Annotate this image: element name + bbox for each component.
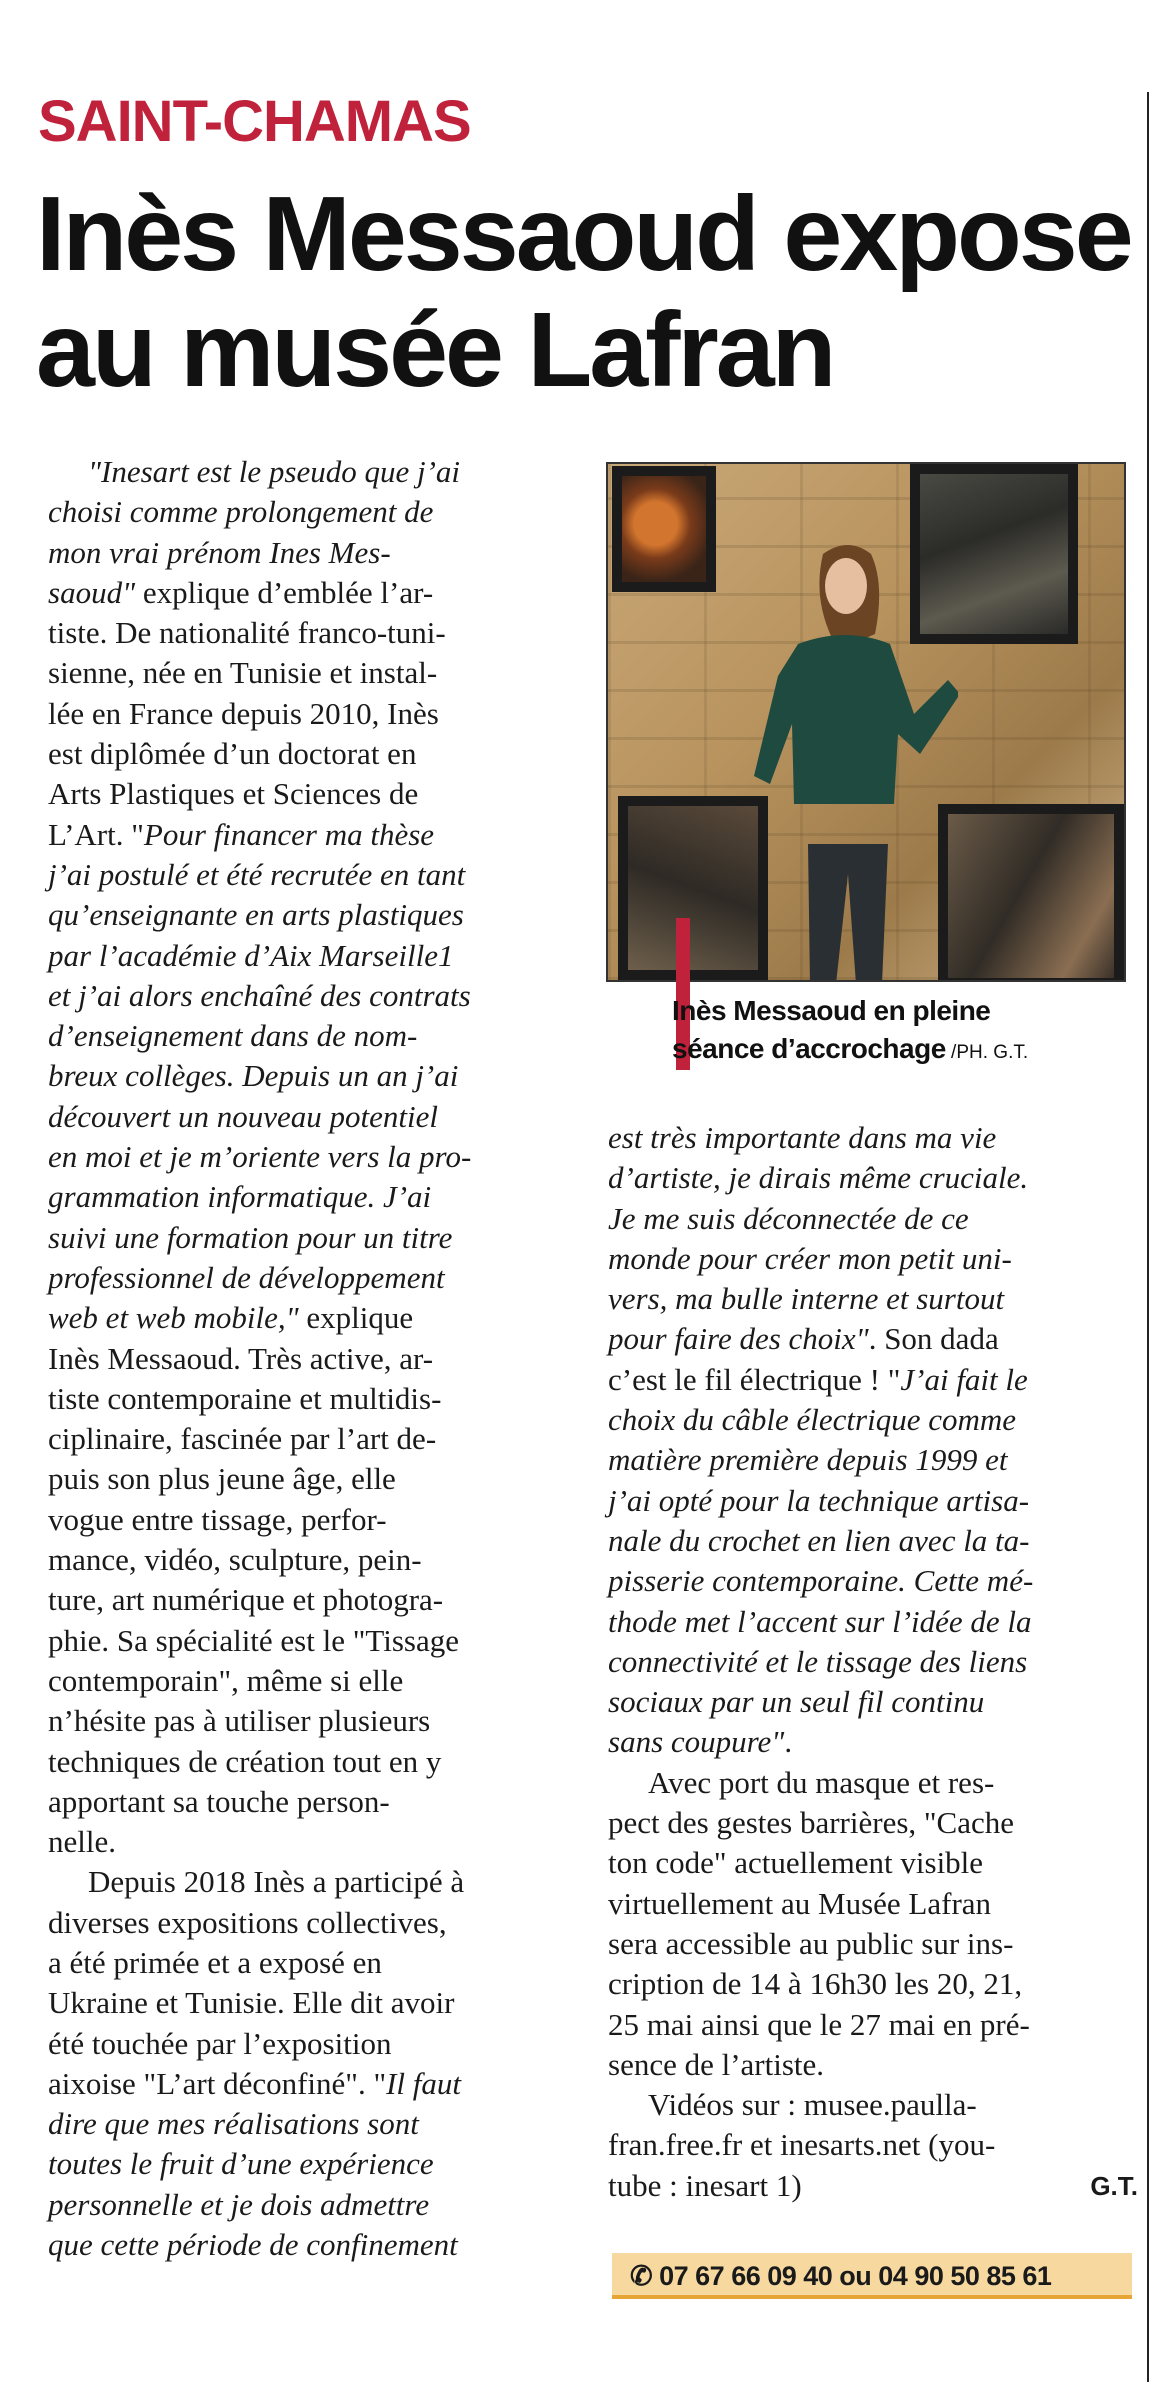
text-segment: sence de l’artiste. [608, 2046, 825, 2082]
text-line [608, 1763, 1138, 1803]
text-line [48, 1822, 568, 1862]
text-line [608, 1440, 1138, 1480]
text-segment: explique [298, 1300, 414, 1336]
text-segment: d’artiste, je dirais même cruciale. [608, 1160, 1029, 1196]
text-segment: vers, ma bulle interne et surtout [608, 1281, 1005, 1317]
text-segment: cription de 14 à 16h30 les 20, 21, [608, 1966, 1023, 2002]
text-line [48, 1943, 568, 1983]
text-line [608, 1118, 1138, 1158]
text-line [48, 1419, 568, 1459]
text-segment: puis son plus jeune âge, elle [48, 1461, 396, 1497]
text-line [608, 1199, 1138, 1239]
text-line [48, 452, 568, 492]
text-segment: aixoise "L’art déconfiné". " [48, 2065, 387, 2101]
text-segment: j’ai postulé et été recrutée en tant [48, 856, 466, 892]
text-line [48, 1580, 568, 1620]
text-line [48, 1339, 568, 1379]
text-segment: . Son dada [868, 1321, 999, 1357]
text-segment: pisserie contemporaine. Cette mé- [608, 1563, 1034, 1599]
text-line [608, 1400, 1138, 1440]
text-segment: Vidéos sur : musee.paulla- [648, 2087, 977, 2123]
text-segment: vogue entre tissage, perfor- [48, 1501, 387, 1537]
text-line [48, 815, 568, 855]
text-segment: apportant sa touche person- [48, 1783, 390, 1819]
text-line [48, 895, 568, 935]
text-segment: thode met l’accent sur l’idée de la [608, 1603, 1032, 1639]
text-segment: Inès Messaoud. Très active, ar- [48, 1340, 434, 1376]
text-segment: tube : inesart 1) [608, 2167, 802, 2203]
text-segment: monde pour créer mon petit uni- [608, 1240, 1012, 1276]
text-line [48, 2104, 568, 2144]
text-segment: sienne, née en Tunisie et instal- [48, 655, 438, 691]
text-segment: choisi comme prolongement de [48, 494, 434, 530]
text-segment: ciplinaire, fascinée par l’art de- [48, 1421, 437, 1457]
headline-line: au musée Lafran [36, 291, 834, 409]
text-line [48, 1459, 568, 1499]
text-line [48, 613, 568, 653]
text-line [48, 2225, 568, 2265]
text-segment: L’Art. " [48, 816, 144, 852]
text-line [48, 1298, 568, 1338]
text-line [48, 2185, 568, 2225]
left-column [48, 452, 568, 2265]
text-line [608, 2085, 1138, 2125]
text-segment: . [784, 1724, 793, 1760]
text-segment: tiste contemporaine et multidis- [48, 1380, 442, 1416]
text-segment: tiste. De nationalité franco-tuni- [48, 615, 446, 651]
text-line [48, 1218, 568, 1258]
text-segment: d’enseignement dans de nom- [48, 1018, 418, 1054]
text-line [608, 1964, 1138, 2004]
text-segment: pour faire des choix" [608, 1321, 869, 1357]
text-line [608, 2045, 1138, 2085]
text-segment: professionnel de développement [48, 1259, 445, 1295]
headline-line: Inès Messaoud expose [36, 175, 1131, 293]
text-segment: "Inesart est le pseudo que j’ai [88, 454, 461, 489]
text-segment: pect des gestes barrières, "Cache [608, 1805, 1014, 1841]
text-line [608, 1843, 1138, 1883]
caption-line: séance d’accrochage [672, 1033, 946, 1064]
text-segment: est très importante dans ma vie [608, 1120, 997, 1155]
caption-line: Inès Messaoud en pleine [672, 995, 991, 1026]
text-line [48, 1137, 568, 1177]
text-line [48, 1621, 568, 1661]
text-segment: techniques de création tout en y [48, 1743, 442, 1779]
text-segment: web et web mobile," [48, 1300, 299, 1336]
text-line [48, 734, 568, 774]
text-line [48, 976, 568, 1016]
text-segment: découvert un nouveau potentiel [48, 1098, 438, 1134]
text-line [608, 1561, 1138, 1601]
text-segment: 25 mai ainsi que le 27 mai en pré- [608, 2006, 1030, 2042]
text-segment: dire que mes réalisations sont [48, 2106, 419, 2142]
text-segment: a été primée et a exposé en [48, 1944, 382, 1980]
text-segment: qu’enseignante en arts plastiques [48, 897, 464, 933]
text-line [48, 1540, 568, 1580]
text-segment: et j’ai alors enchaîné des contrats [48, 977, 471, 1013]
text-segment: Avec port du masque et res- [648, 1764, 995, 1800]
text-line [48, 653, 568, 693]
text-segment: contemporain", même si elle [48, 1662, 404, 1698]
artist-figure [728, 534, 958, 982]
text-segment: nale du crochet en lien avec la ta- [608, 1522, 1030, 1558]
text-segment: Il faut [386, 2065, 462, 2101]
text-line [608, 1884, 1138, 1924]
photo-caption [672, 992, 1142, 1072]
text-segment: connectivité et le tissage des liens [608, 1643, 1028, 1679]
headline [36, 176, 1136, 408]
column-rule [1147, 92, 1149, 2382]
text-segment: j’ai opté pour la technique artisa- [608, 1482, 1030, 1518]
text-segment: virtuellement au Musée Lafran [608, 1885, 992, 1921]
text-line [48, 855, 568, 895]
text-segment: phie. Sa spécialité est le "Tissage [48, 1622, 459, 1658]
signature: G.T. [1090, 2170, 1138, 2201]
text-line [608, 1642, 1138, 1682]
text-segment: J’ai fait le [900, 1361, 1028, 1397]
text-line [608, 1924, 1138, 1964]
text-segment: sociaux par un seul fil continu [608, 1684, 985, 1720]
text-line [608, 1481, 1138, 1521]
text-line [48, 533, 568, 573]
text-segment: sans coupure" [608, 1724, 785, 1760]
text-segment: fran.free.fr et inesarts.net (you- [608, 2127, 996, 2163]
text-segment: sera accessible au public sur ins- [608, 1925, 1014, 1961]
text-line [48, 1983, 568, 2023]
text-line [48, 936, 568, 976]
article-photo [606, 462, 1126, 982]
text-line [48, 1661, 568, 1701]
text-segment: Je me suis déconnectée de ce [608, 1200, 969, 1236]
text-line [48, 2064, 568, 2104]
painting-frame [612, 466, 716, 592]
text-segment: ture, art numérique et photogra- [48, 1582, 444, 1618]
text-segment: c’est le fil électrique ! " [608, 1361, 901, 1397]
right-column [608, 1118, 1138, 2206]
text-line [608, 1682, 1138, 1722]
text-segment: Arts Plastiques et Sciences de [48, 776, 419, 812]
text-line [48, 1500, 568, 1540]
text-line [608, 1521, 1138, 1561]
text-segment: en moi et je m’oriente vers la pro- [48, 1139, 472, 1175]
text-line [608, 1279, 1138, 1319]
text-segment: été touchée par l’exposition [48, 2025, 392, 2061]
text-line [608, 1239, 1138, 1279]
text-segment: saoud" [48, 574, 136, 610]
text-line [608, 1602, 1138, 1642]
text-line [48, 1258, 568, 1298]
text-line [608, 2166, 1138, 2206]
text-line [608, 1722, 1138, 1762]
text-line [48, 1379, 568, 1419]
text-segment: grammation informatique. J’ai [48, 1179, 432, 1215]
text-line [608, 1360, 1138, 1400]
text-line [608, 1158, 1138, 1198]
text-line [48, 492, 568, 532]
text-segment: Pour financer ma thèse [143, 816, 435, 852]
text-segment: ton code" actuellement visible [608, 1845, 984, 1881]
text-line [48, 1056, 568, 1096]
text-segment: personnelle et je dois admettre [48, 2186, 430, 2222]
text-line [48, 573, 568, 613]
text-segment: par l’académie d’Aix Marseille1 [48, 937, 454, 973]
text-segment: n’hésite pas à utiliser plusieurs [48, 1703, 431, 1739]
text-line [608, 1319, 1138, 1359]
text-segment: explique d’emblée l’ar- [135, 574, 434, 610]
text-segment: Ukraine et Tunisie. Elle dit avoir [48, 1985, 455, 2021]
text-line [48, 2024, 568, 2064]
contact-phone-box: ✆ 07 67 66 09 40 ou 04 90 50 85 61 [612, 2253, 1132, 2299]
text-segment: Depuis 2018 Inès a participé à [88, 1864, 465, 1900]
text-line [48, 694, 568, 734]
text-segment: mon vrai prénom Ines Mes- [48, 534, 391, 570]
text-segment: que cette période de confinement [48, 2227, 458, 2263]
text-line [608, 2125, 1138, 2165]
text-line [48, 1016, 568, 1056]
text-line [48, 1903, 568, 1943]
text-segment: matière première depuis 1999 et [608, 1442, 1008, 1478]
text-line [48, 1177, 568, 1217]
text-line [608, 2005, 1138, 2045]
photo-credit: /PH. G.T. [945, 1042, 1029, 1063]
text-segment: est diplômée d’un doctorat en [48, 736, 417, 772]
text-segment: toutes le fruit d’une expérience [48, 2146, 434, 2182]
text-line [48, 1742, 568, 1782]
text-line [608, 1803, 1138, 1843]
kicker: SAINT-CHAMAS [38, 89, 471, 154]
text-segment: breux collèges. Depuis un an j’ai [48, 1058, 459, 1094]
text-segment: diverses expositions collectives, [48, 1904, 447, 1940]
text-line [48, 2144, 568, 2184]
text-segment: lée en France depuis 2010, Inès [48, 695, 439, 731]
text-segment: choix du câble électrique comme [608, 1402, 1016, 1438]
painting-frame [938, 804, 1124, 982]
text-line [48, 774, 568, 814]
text-line [48, 1782, 568, 1822]
text-line [48, 1862, 568, 1902]
text-segment: mance, vidéo, sculpture, pein- [48, 1542, 422, 1578]
text-segment: nelle. [48, 1824, 116, 1860]
text-line [48, 1701, 568, 1741]
text-line [48, 1097, 568, 1137]
text-segment: suivi une formation pour un titre [48, 1219, 453, 1255]
